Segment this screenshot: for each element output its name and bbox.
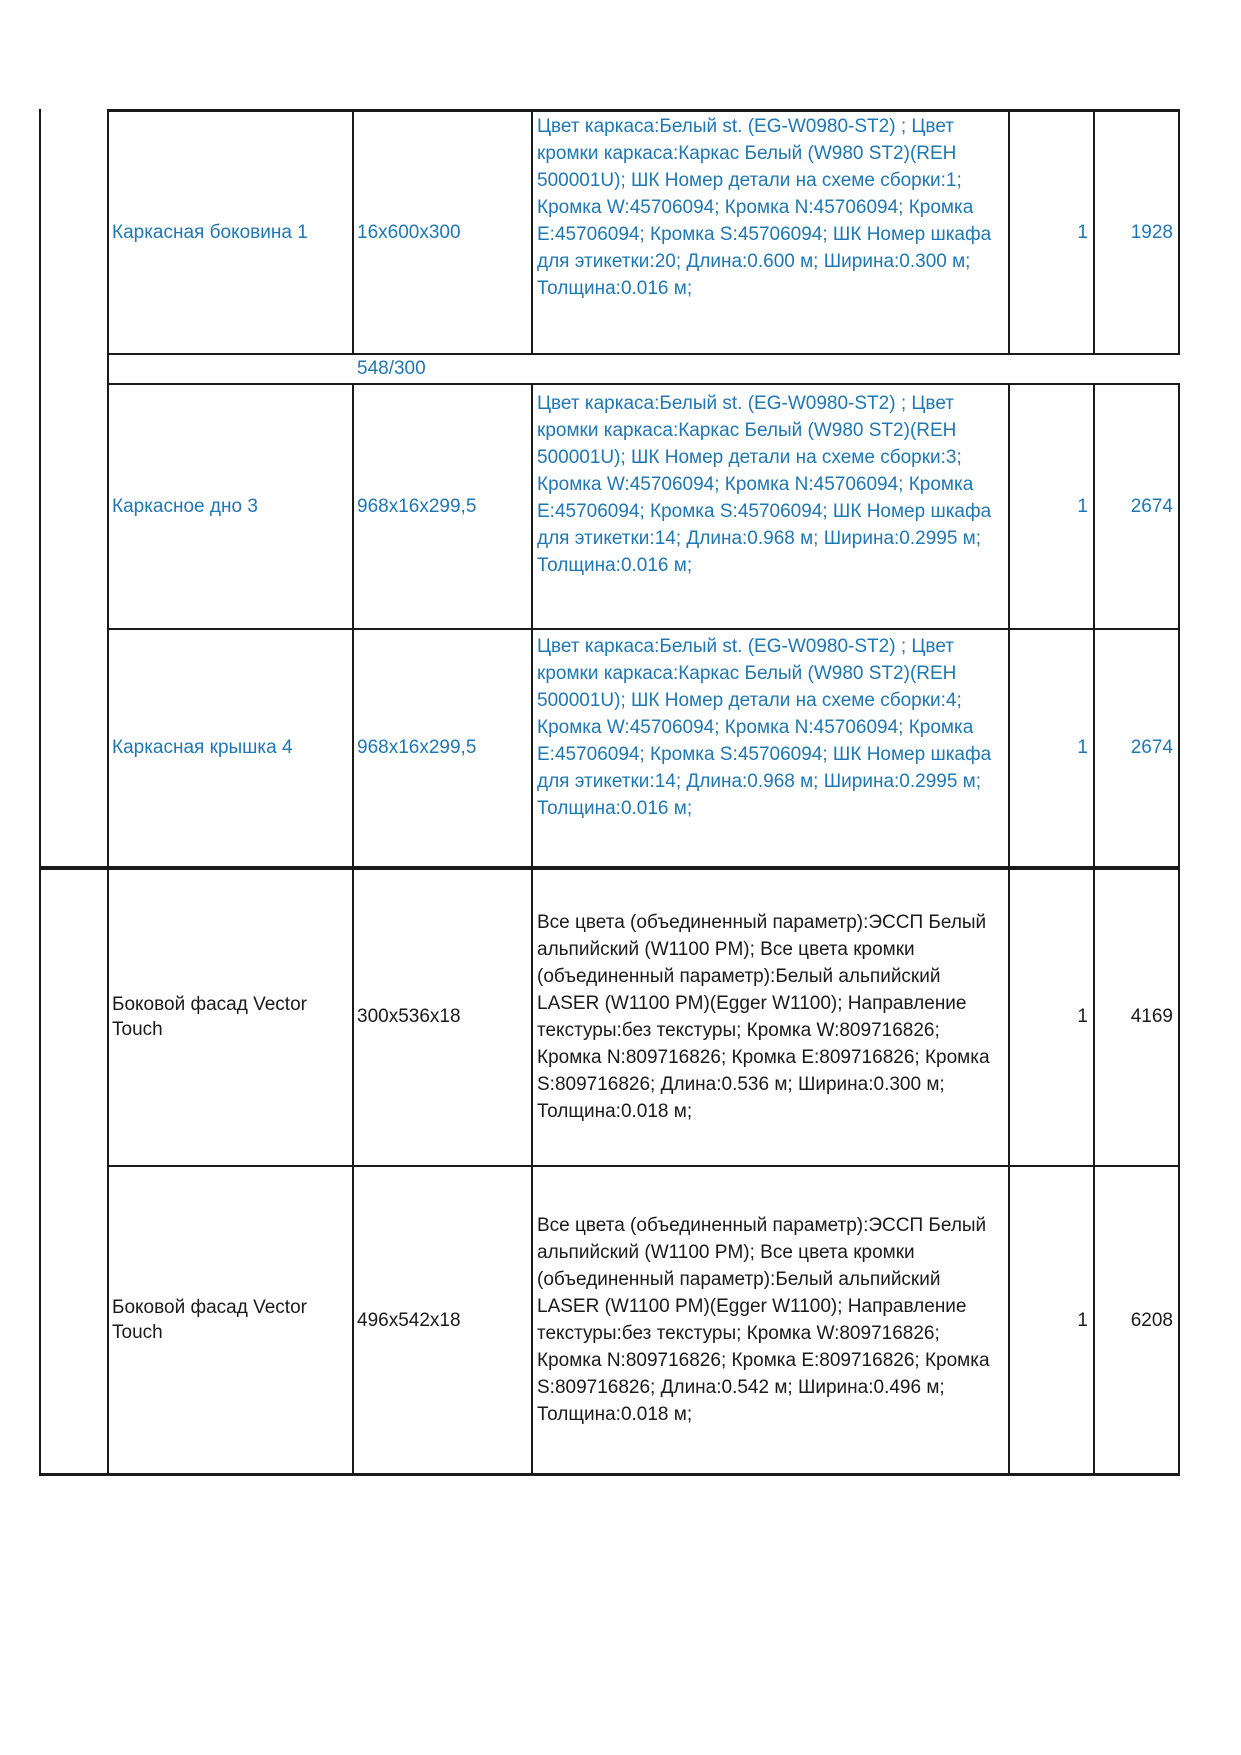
part-qty-cell: 1 [1077,496,1088,517]
col-border-name-size [352,385,354,1476]
part-name-cell: Каркасная боковина 1 [112,222,308,243]
table-right-border [1178,385,1180,1476]
part-size-cell: 968x16x299,5 [357,736,477,758]
part-size-cell: 496x542x18 [357,1309,461,1331]
col-border-qty-price-top [1093,109,1095,353]
table-right-border-top [1178,109,1180,353]
part-description-text: Все цвета (объединенный параметр):ЭССП Белый альпийский (W1100 PM); Все цвета кромки (объединенный параметр):Белый альпийский LASER (W1100 PM)(Egger W1100); Направление текстуры:без текстуры; Кромка W:809716826; Кромка N:809716826; Кромка E:809716826; Кромка S:809716826; Длина:0.536 м; Ширина:0.300 м; Толщина:0.018 м; [537,911,990,1122]
part-name-cell: Боковой фасад Vector Touch [112,993,307,1040]
col-border-size-desc-top [531,109,533,353]
part-description-cell [537,1167,1005,1473]
part-size-cell: 16x600x300 [357,222,461,243]
part-price-cell: 1928 [1130,222,1173,243]
part-qty-cell: 1 [1077,222,1088,243]
part-qty-cell: 1 [1077,1006,1088,1027]
part-description-cell: Цвет каркаса:Белый st. (EG-W0980-ST2) ; Цвет кромки каркаса:Каркас Белый (W980 ST2)(REH 500001U); ШК Номер детали на схеме сборки:4; Кромка W:45706094; Кромка N:45706094; Кромка E:45706094; Кромка S:45706094; ШК Номер шкафа для этикетки:14; Длина:0.968 м; Ширина:0.2995 м; Толщина:0.016 м; [537,636,992,819]
table-bottom-border [39,1473,1180,1476]
part-description-text: Все цвета (объединенный параметр):ЭССП Белый альпийский (W1100 PM); Все цвета кромки (объединенный параметр):Белый альпийский LASER (W1100 PM)(Egger W1100); Направление текстуры:без текстуры; Кромка W:809716826; Кромка N:809716826; Кромка E:809716826; Кромка S:809716826; Длина:0.542 м; Ширина:0.496 м; Толщина:0.018 м; [537,1215,990,1425]
part-qty-cell: 1 [1077,1309,1088,1331]
col-border-desc-qty-top [1008,109,1010,353]
row-border-2 [107,383,1180,385]
outer-left-border [39,109,41,1476]
col-border-size-desc [531,385,533,1476]
row-border-1 [107,353,1180,355]
col-border-name-size-top [352,109,354,353]
part-size-cell: 968x16x299,5 [357,496,477,517]
part-description-cell: Цвет каркаса:Белый st. (EG-W0980-ST2) ; Цвет кромки каркаса:Каркас Белый (W980 ST2)(REH 500001U); ШК Номер детали на схеме сборки:3; Кромка W:45706094; Кромка N:45706094; Кромка E:45706094; Кромка S:45706094; ШК Номер шкафа для этикетки:14; Длина:0.968 м; Ширина:0.2995 м; Толщина:0.016 м; [537,393,992,576]
part-name-cell: Каркасная крышка 4 [112,736,293,758]
col-border-qty-price [1093,385,1095,1476]
part-price-cell: 4169 [1130,1006,1173,1027]
merged-row-label: 548/300 [357,358,426,379]
part-qty-cell: 1 [1077,736,1088,758]
part-description-cell [537,870,1005,1163]
part-price-cell: 6208 [1130,1309,1173,1331]
part-size-cell: 300x536x18 [357,1006,461,1027]
part-name-cell: Боковой фасад Vector Touch [112,1297,307,1343]
part-name-cell: Каркасное дно 3 [112,496,258,517]
col-border-desc-qty [1008,385,1010,1476]
part-price-cell: 2674 [1130,736,1173,758]
part-price-cell: 2674 [1130,496,1173,517]
table-left-border [107,109,109,1476]
part-description-cell: Цвет каркаса:Белый st. (EG-W0980-ST2) ; Цвет кромки каркаса:Каркас Белый (W980 ST2)(REH 500001U); ШК Номер детали на схеме сборки:1; Кромка W:45706094; Кромка N:45706094; Кромка E:45706094; Кромка S:45706094; ШК Номер шкафа для этикетки:20; Длина:0.600 м; Ширина:0.300 м; Толщина:0.016 м; [537,116,992,299]
